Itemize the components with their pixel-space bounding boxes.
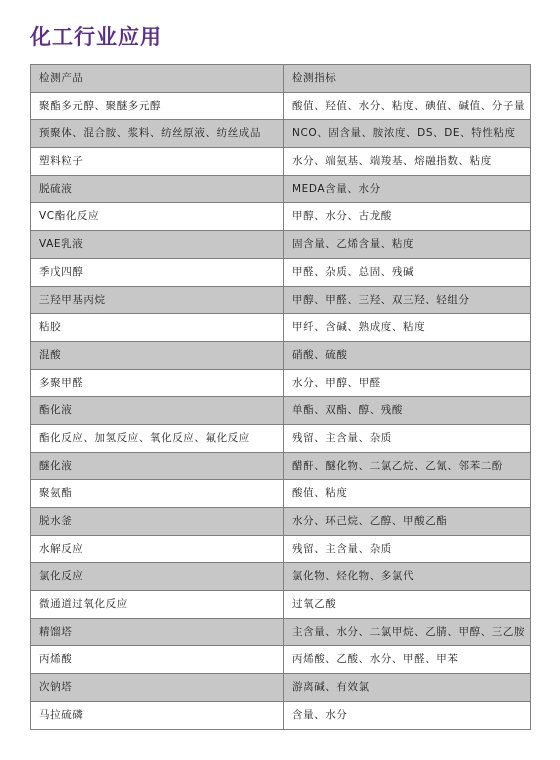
product-cell: VAE乳液 xyxy=(31,231,284,259)
table-row xyxy=(31,453,531,481)
table-row xyxy=(31,536,531,564)
indicator-cell: 水分、端氨基、端羧基、熔融指数、粘度 xyxy=(284,148,531,176)
product-cell: 氯化反应 xyxy=(31,563,284,591)
product-cell: 粘胶 xyxy=(31,314,284,342)
product-cell: 醚化液 xyxy=(31,453,284,481)
table-row xyxy=(31,231,531,259)
indicator-cell: NCO、固含量、胺浓度、DS、DE、特性粘度 xyxy=(284,120,531,148)
product-cell: 聚酯多元醇、聚醚多元醇 xyxy=(31,93,284,121)
table-row xyxy=(31,120,531,148)
product-cell: 塑料粒子 xyxy=(31,148,284,176)
table-row xyxy=(31,148,531,176)
table-header-row xyxy=(31,65,531,93)
table-row xyxy=(31,93,531,121)
product-cell: 精馏塔 xyxy=(31,619,284,647)
indicator-cell: 氯化物、烃化物、多氯代 xyxy=(284,563,531,591)
table-row xyxy=(31,702,531,730)
indicator-cell: 甲纤、含碱、熟成度、粘度 xyxy=(284,314,531,342)
product-cell: 聚氨酯 xyxy=(31,480,284,508)
table-row xyxy=(31,176,531,204)
table-row xyxy=(31,259,531,287)
product-cell: 微通道过氧化反应 xyxy=(31,591,284,619)
indicator-cell: 酸值、粘度 xyxy=(284,480,531,508)
indicator-cell: 醋酐、醚化物、二氯乙烷、乙氰、邻苯二酚 xyxy=(284,453,531,481)
table-row xyxy=(31,342,531,370)
product-cell: 酯化反应、加氢反应、氧化反应、氟化反应 xyxy=(31,425,284,453)
table-row xyxy=(31,314,531,342)
indicator-cell: 过氧乙酸 xyxy=(284,591,531,619)
product-cell: 脱硫液 xyxy=(31,176,284,204)
indicator-cell: 含量、水分 xyxy=(284,702,531,730)
indicator-cell: MEDA含量、水分 xyxy=(284,176,531,204)
page-title: 化工行业应用 xyxy=(30,25,162,49)
product-cell: 多聚甲醛 xyxy=(31,370,284,398)
indicator-cell: 硝酸、硫酸 xyxy=(284,342,531,370)
product-cell: 脱水釜 xyxy=(31,508,284,536)
table-row xyxy=(31,646,531,674)
indicator-cell: 甲醛、杂质、总固、残碱 xyxy=(284,259,531,287)
product-cell: 次钠塔 xyxy=(31,674,284,702)
table-row xyxy=(31,508,531,536)
product-cell: 酯化液 xyxy=(31,397,284,425)
header-product: 检测产品 xyxy=(31,65,284,93)
product-cell: 季戊四醇 xyxy=(31,259,284,287)
indicator-cell: 残留、主含量、杂质 xyxy=(284,536,531,564)
application-table xyxy=(30,64,531,730)
indicator-cell: 丙烯酸、乙酸、水分、甲醛、甲苯 xyxy=(284,646,531,674)
table-row xyxy=(31,619,531,647)
indicator-cell: 残留、主含量、杂质 xyxy=(284,425,531,453)
indicator-cell: 游离碱、有效氯 xyxy=(284,674,531,702)
table-row xyxy=(31,370,531,398)
product-cell: 水解反应 xyxy=(31,536,284,564)
product-cell: VC酯化反应 xyxy=(31,203,284,231)
table-row xyxy=(31,674,531,702)
indicator-cell: 水分、环己烷、乙醇、甲酸乙酯 xyxy=(284,508,531,536)
indicator-cell: 酸值、羟值、水分、粘度、碘值、碱值、分子量 xyxy=(284,93,531,121)
table-row xyxy=(31,480,531,508)
product-cell: 预聚体、混合胺、浆料、纺丝原液、纺丝成品 xyxy=(31,120,284,148)
table-row xyxy=(31,425,531,453)
indicator-cell: 水分、甲醇、甲醛 xyxy=(284,370,531,398)
indicator-cell: 甲醇、水分、古龙酸 xyxy=(284,203,531,231)
header-indicator: 检测指标 xyxy=(284,65,531,93)
indicator-cell: 甲醇、甲醛、三羟、双三羟、轻组分 xyxy=(284,287,531,315)
product-cell: 三羟甲基丙烷 xyxy=(31,287,284,315)
table-row xyxy=(31,287,531,315)
indicator-cell: 固含量、乙烯含量、粘度 xyxy=(284,231,531,259)
product-cell: 丙烯酸 xyxy=(31,646,284,674)
table-row xyxy=(31,397,531,425)
indicator-cell: 单酯、双酯、醇、残酸 xyxy=(284,397,531,425)
indicator-cell: 主含量、水分、二氯甲烷、乙腈、甲醇、三乙胺 xyxy=(284,619,531,647)
table-row xyxy=(31,203,531,231)
product-cell: 马拉硫磷 xyxy=(31,702,284,730)
table-row xyxy=(31,563,531,591)
product-cell: 混酸 xyxy=(31,342,284,370)
table-row xyxy=(31,591,531,619)
